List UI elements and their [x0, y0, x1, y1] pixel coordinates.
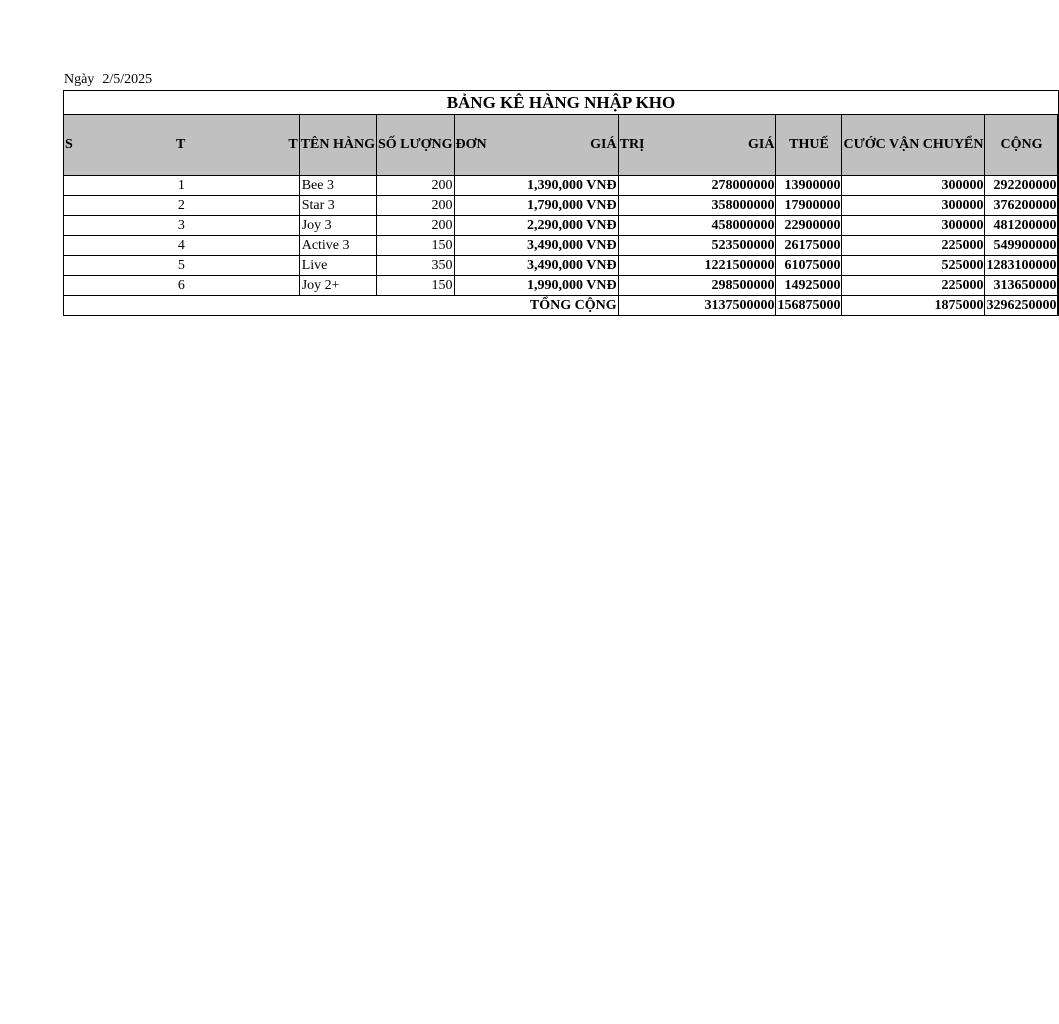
cell-so-luong[interactable]: 200: [377, 216, 455, 236]
cell-stt[interactable]: 5: [64, 256, 300, 276]
cell-don-gia[interactable]: 3,490,000 VNĐ: [454, 256, 618, 276]
cell-cong[interactable]: 1283100000: [985, 256, 1059, 276]
cell-thue[interactable]: 26175000: [776, 236, 842, 256]
cell-thue[interactable]: 61075000: [776, 256, 842, 276]
inventory-table: [63, 90, 1059, 316]
cell-cuoc[interactable]: 300000: [842, 216, 985, 236]
header-cong[interactable]: CỘNG: [985, 115, 1059, 176]
cell-cuoc[interactable]: 300000: [842, 176, 985, 196]
cell-tri-gia[interactable]: 298500000: [618, 276, 776, 296]
cell-stt[interactable]: 6: [64, 276, 300, 296]
cell-don-gia[interactable]: 1,790,000 VNĐ: [454, 196, 618, 216]
cell-ten-hang[interactable]: Bee 3: [299, 176, 376, 196]
cell-tri-gia[interactable]: 523500000: [618, 236, 776, 256]
cell-cong[interactable]: 292200000: [985, 176, 1059, 196]
header-cuoc[interactable]: CƯỚC VẬN CHUYỂN: [842, 115, 985, 176]
cell-ten-hang[interactable]: Active 3: [299, 236, 376, 256]
header-ten-hang[interactable]: TÊN HÀNG: [299, 115, 376, 176]
table-row: [64, 216, 1059, 236]
cell-thue[interactable]: 22900000: [776, 216, 842, 236]
cell-don-gia[interactable]: 2,290,000 VNĐ: [454, 216, 618, 236]
total-tri-gia[interactable]: 3137500000: [618, 296, 776, 316]
cell-don-gia[interactable]: 1,990,000 VNĐ: [454, 276, 618, 296]
cell-cuoc[interactable]: 225000: [842, 276, 985, 296]
cell-don-gia[interactable]: 3,490,000 VNĐ: [454, 236, 618, 256]
cell-tri-gia[interactable]: 458000000: [618, 216, 776, 236]
cell-ten-hang[interactable]: Live: [299, 256, 376, 276]
cell-thue[interactable]: 13900000: [776, 176, 842, 196]
rows-body: [64, 176, 1059, 296]
total-cong[interactable]: 3296250000: [985, 296, 1059, 316]
header-thue[interactable]: THUẾ: [776, 115, 842, 176]
cell-ten-hang[interactable]: Joy 3: [299, 216, 376, 236]
total-cuoc[interactable]: 1875000: [842, 296, 985, 316]
header-tri-gia[interactable]: TRỊ GIÁ: [618, 115, 776, 176]
cell-so-luong[interactable]: 200: [377, 176, 455, 196]
table-title[interactable]: BẢNG KÊ HÀNG NHẬP KHO: [64, 91, 1059, 115]
cell-stt[interactable]: 1: [64, 176, 300, 196]
cell-tri-gia[interactable]: 1221500000: [618, 256, 776, 276]
table-row: [64, 276, 1059, 296]
cell-cuoc[interactable]: 225000: [842, 236, 985, 256]
table-row: [64, 176, 1059, 196]
cell-stt[interactable]: 2: [64, 196, 300, 216]
date-line: [64, 71, 152, 89]
cell-so-luong[interactable]: 150: [377, 236, 455, 256]
cell-thue[interactable]: 17900000: [776, 196, 842, 216]
cell-cuoc[interactable]: 525000: [842, 256, 985, 276]
cell-don-gia[interactable]: 1,390,000 VNĐ: [454, 176, 618, 196]
cell-so-luong[interactable]: 150: [377, 276, 455, 296]
cell-tri-gia[interactable]: 358000000: [618, 196, 776, 216]
cell-stt[interactable]: 4: [64, 236, 300, 256]
cell-cuoc[interactable]: 300000: [842, 196, 985, 216]
cell-cong[interactable]: 376200000: [985, 196, 1059, 216]
cell-tri-gia[interactable]: 278000000: [618, 176, 776, 196]
cell-ten-hang[interactable]: Joy 2+: [299, 276, 376, 296]
header-don-gia[interactable]: ĐƠN GIÁ: [454, 115, 618, 176]
header-row: [64, 115, 1059, 176]
cell-so-luong[interactable]: 200: [377, 196, 455, 216]
cell-so-luong[interactable]: 350: [377, 256, 455, 276]
header-stt[interactable]: S T T: [64, 115, 300, 176]
cell-cong[interactable]: 481200000: [985, 216, 1059, 236]
table-row: [64, 256, 1059, 276]
cell-thue[interactable]: 14925000: [776, 276, 842, 296]
cell-cong[interactable]: 549900000: [985, 236, 1059, 256]
title-row: [64, 91, 1059, 115]
total-row: [64, 296, 1059, 316]
cell-stt[interactable]: 3: [64, 216, 300, 236]
date-value[interactable]: 2/5/2025: [102, 72, 153, 87]
table-row: [64, 196, 1059, 216]
cell-cong[interactable]: 313650000: [985, 276, 1059, 296]
date-label: Ngày: [64, 72, 95, 87]
cell-ten-hang[interactable]: Star 3: [299, 196, 376, 216]
total-label[interactable]: TỔNG CỘNG: [64, 296, 619, 316]
header-so-luong[interactable]: SỐ LƯỢNG: [377, 115, 455, 176]
table-row: [64, 236, 1059, 256]
total-thue[interactable]: 156875000: [776, 296, 842, 316]
